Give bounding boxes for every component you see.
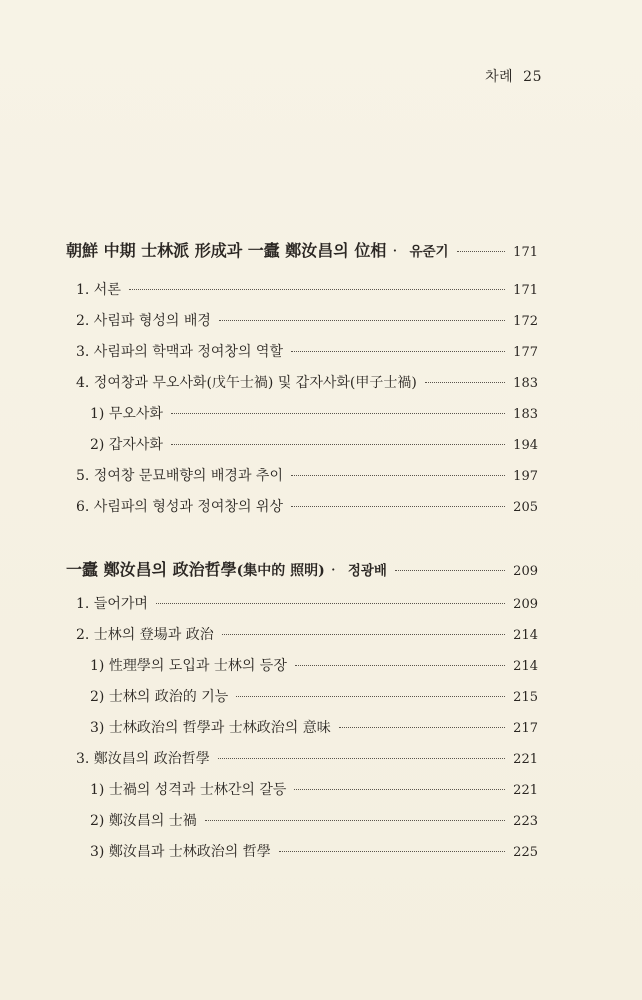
dot-leader	[222, 633, 505, 635]
dot-leader	[395, 569, 505, 571]
toc-subentry[interactable]	[90, 686, 538, 710]
section-2-title: 一蠹 鄭汝昌의 政治哲學	[66, 560, 237, 579]
toc-entry[interactable]	[76, 593, 538, 617]
toc-entry-label: 4. 정여창과 무오사화(戊午士禍) 및 갑자사화(甲子士禍)	[76, 375, 417, 391]
toc-entry-page: 225	[513, 845, 538, 860]
dot-leader	[129, 288, 505, 290]
toc-entry[interactable]	[76, 496, 538, 520]
toc-entry-label: 3. 사림파의 학맥과 정여창의 역할	[76, 344, 283, 360]
toc-entry-page: 214	[513, 659, 538, 674]
toc-entry[interactable]	[76, 341, 538, 365]
dot-leader	[291, 350, 505, 352]
toc-entry-page: 177	[513, 345, 538, 360]
toc-entry-page: 194	[513, 438, 538, 453]
toc-subentry[interactable]	[90, 841, 538, 865]
toc-entry[interactable]	[76, 465, 538, 489]
toc-entry-label: 1) 性理學의 도입과 士林의 등장	[90, 658, 287, 674]
toc-subentry[interactable]	[90, 810, 538, 834]
section-2-page: 209	[513, 564, 538, 579]
toc-entry-label: 3. 鄭汝昌의 政治哲學	[76, 751, 210, 767]
dot-leader	[218, 757, 505, 759]
toc-entry-label: 3) 士林政治의 哲學과 士林政治의 意味	[90, 720, 331, 736]
dot-leader	[279, 850, 505, 852]
toc-entry-page: 214	[513, 628, 538, 643]
dot-leader	[156, 602, 505, 604]
toc-subentry[interactable]	[90, 717, 538, 741]
toc-entry-label: 1. 서론	[76, 282, 121, 298]
toc-entry-page: 223	[513, 814, 538, 829]
toc-entry[interactable]	[76, 279, 538, 303]
toc-entry-label: 2. 사림파 형성의 배경	[76, 313, 211, 329]
toc-entry[interactable]	[76, 310, 538, 334]
section-1-page: 171	[513, 245, 538, 260]
toc-entry-label: 1) 士禍의 성격과 士林간의 갈등	[90, 782, 287, 798]
toc-entry-page: 221	[513, 783, 538, 798]
dot-leader	[205, 819, 505, 821]
toc-entry-page: 183	[513, 376, 538, 391]
toc-entry-page: 217	[513, 721, 538, 736]
toc-entry-label: 6. 사림파의 형성과 정여창의 위상	[76, 499, 283, 515]
separator-dot: ·	[392, 241, 398, 260]
toc-subentry[interactable]	[90, 403, 538, 427]
dot-leader	[291, 474, 505, 476]
section-2-author: 정광배	[347, 563, 387, 579]
toc-entry-label: 2) 갑자사화	[90, 437, 163, 453]
toc-entry[interactable]	[76, 748, 538, 772]
toc-subentry[interactable]	[90, 655, 538, 679]
toc-entry-page: 209	[513, 597, 538, 612]
dot-leader	[171, 412, 505, 414]
running-head-title: 차례	[485, 69, 514, 85]
dot-leader	[171, 443, 505, 445]
dot-leader	[294, 788, 505, 790]
section-2-heading	[66, 557, 387, 580]
running-head	[485, 66, 542, 86]
dot-leader	[339, 726, 505, 728]
dot-leader	[457, 250, 506, 252]
dot-leader	[236, 695, 505, 697]
toc-entry-page: 172	[513, 314, 538, 329]
toc-entry-label: 5. 정여창 문묘배향의 배경과 추이	[76, 468, 283, 484]
section-2-subtitle: (集中的 照明)	[236, 563, 325, 579]
toc-entry-label: 2. 士林의 登場과 政治	[76, 627, 214, 643]
toc-entry-page: 197	[513, 469, 538, 484]
section-1-title: 朝鮮 中期 士林派 形成과 一蠹 鄭汝昌의 位相	[66, 241, 387, 260]
toc-entry-label: 2) 鄭汝昌의 士禍	[90, 813, 197, 829]
toc-entry[interactable]	[76, 624, 538, 648]
dot-leader	[295, 664, 505, 666]
toc-section-2[interactable]	[66, 557, 538, 581]
dot-leader	[219, 319, 505, 321]
toc-entry-page: 215	[513, 690, 538, 705]
toc-entry-label: 1) 무오사화	[90, 406, 163, 422]
section-1-heading	[66, 238, 449, 261]
toc-entry-label: 2) 士林의 政治的 기능	[90, 689, 229, 705]
running-head-page-number: 25	[523, 69, 542, 85]
toc-entry-label: 1. 들어가며	[76, 596, 148, 612]
section-1-author: 유준기	[409, 244, 449, 260]
toc-entry-page: 171	[513, 283, 538, 298]
dot-leader	[291, 505, 505, 507]
toc-entry-page: 205	[513, 500, 538, 515]
separator-dot: ·	[330, 560, 336, 579]
toc-section-1[interactable]	[66, 238, 538, 262]
toc-entry[interactable]	[76, 372, 538, 396]
toc-subentry[interactable]	[90, 434, 538, 458]
toc-entry-label: 3) 鄭汝昌과 士林政治의 哲學	[90, 844, 271, 860]
toc-subentry[interactable]	[90, 779, 538, 803]
dot-leader	[425, 381, 505, 383]
toc-entry-page: 183	[513, 407, 538, 422]
toc-entry-page: 221	[513, 752, 538, 767]
